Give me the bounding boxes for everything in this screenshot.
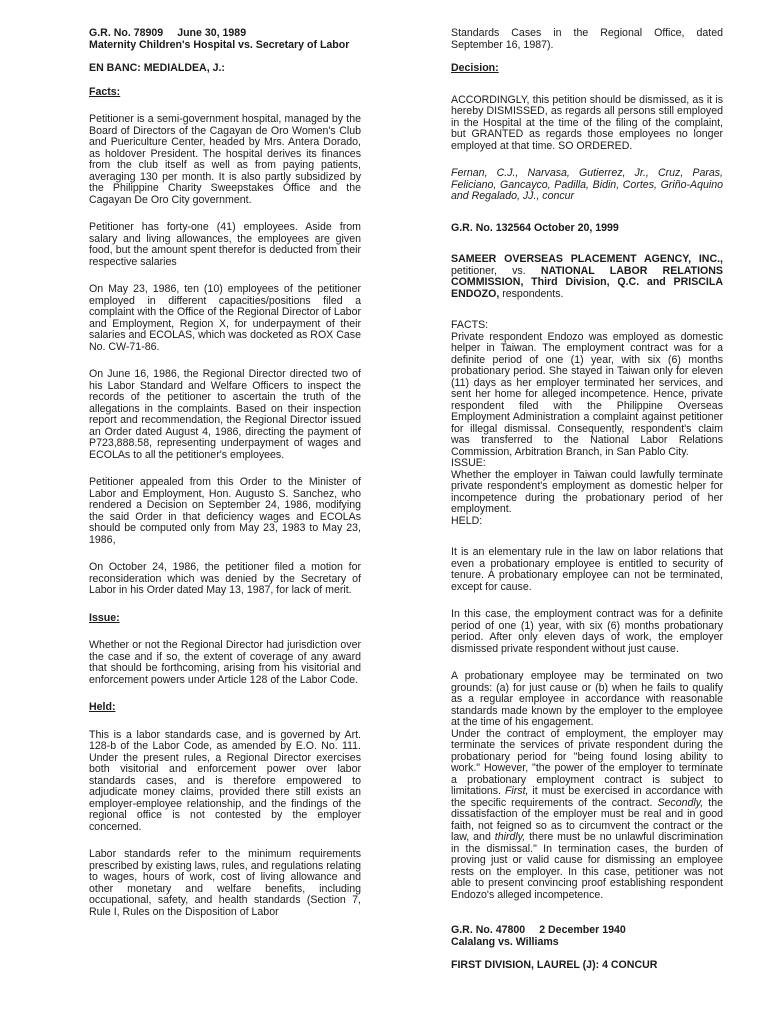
held-p4-part-c: the dissatisfaction of the employer must be real and in good faith, not feigned so as to circumvent the contract or the law, and bbox=[451, 796, 723, 843]
case2-respondent: NATIONAL LABOR RELATIONS COMMISSION, Third Division, Q.C. and PRISCILA ENDOZO, bbox=[451, 264, 723, 300]
held-label: HELD: bbox=[451, 514, 483, 527]
held-p4-second: Secondly, bbox=[657, 796, 704, 809]
held-paragraph-2-continued: Standards Cases in the Regional Office, dated September 16, 1987). bbox=[451, 27, 723, 51]
case3-title bbox=[451, 925, 723, 948]
case3-date: 2 December 1940 bbox=[539, 924, 626, 936]
facts-text: Private respondent Endozo was employed as domestic helper in Taiwan. The employment contract was for a definite period of one (1) year, with six (6) months probationary period. She stayed in Taiwan only for eleven (11) days as her employer terminated her services, and sent her home for alleged incompetence. Hence, private respondent filed with the Philippine Overseas Employment Administration a complaint against petitioner for illegal dismissal. Consequently, respondent's claim was transferred to the National Labor Relations Commission, Arbitration Branch, in San Pablo City. bbox=[451, 330, 723, 458]
case2-respondents-label: respondents. bbox=[499, 287, 564, 300]
facts-label: FACTS: bbox=[451, 319, 489, 331]
facts-paragraph-2: Petitioner has forty-one (41) employees. Aside from salary and living allowances, the employees are given food, but the amount spent therefor is deducted from their respective salaries bbox=[89, 221, 361, 268]
held-right-paragraph-1: It is an elementary rule in the law on labor relations that even a probationary employee is entitled to security of tenure. A probationary employee can not be terminated, except for cause. bbox=[451, 546, 723, 593]
left-column bbox=[89, 28, 361, 934]
issue-paragraph: Whether or not the Regional Director had jurisdiction over the case and if so, the extent of coverage of any award that should be forthcoming, arising from his visitorial and enforcement powers under Article 128 of the Labor Code. bbox=[89, 639, 361, 686]
issue-text: Whether the employer in Taiwan could lawfully terminate private respondent's employment as domestic helper for incompetence during the probationary period of her employment. bbox=[451, 468, 723, 515]
case1-title bbox=[89, 28, 361, 51]
held-right-paragraph-2: In this case, the employment contract was for a definite period of one (1) year, with six (6) months probationary period. After only eleven days of work, the employer dismissed private respondent without just cause. bbox=[451, 608, 723, 655]
concurring-justices: Fernan, C.J., Narvasa, Gutierrez, Jr., Cruz, Paras, Feliciano, Gancayco, Padilla, Bidin, Cortes, Griño-Aquino and Regalado, JJ., concur bbox=[451, 167, 723, 202]
issue-label: ISSUE: bbox=[451, 457, 486, 469]
issue-heading: Issue: bbox=[89, 611, 120, 624]
held-paragraph-2: Labor standards refer to the minimum requirements prescribed by existing laws, rules, and regulations relating to wages, hours of work, cost of living allowance and other monetary and welfare benefits, including occupational, safety, and health standards (Section 7, Rule I, Rules on the Disposition of Labor bbox=[89, 848, 361, 918]
held-p4-part-b: it must be exercised in accordance with the specific requirements of the contract. bbox=[451, 785, 723, 809]
facts-paragraph-3: On May 23, 1986, ten (10) employees of the petitioner employed in different capacities/positions filed a complaint with the Office of the Regional Director of Labor and Employment, Region X, for underpayment of their salaries and ECOLAS, which was docketed as ROX Case No. CW-71-86. bbox=[89, 283, 361, 353]
right-column bbox=[451, 28, 723, 972]
case1-parties: Maternity Children's Hospital vs. Secretary of Labor bbox=[89, 38, 350, 51]
facts-paragraph-1: Petitioner is a semi-government hospital, managed by the Board of Directors of the Cagayan de Oro Women's Club and Puericulture Center, headed by Mrs. Antera Dorado, as holdover President. The hospital derives its finances from the club itself as well as from paying patients, averaging 130 per month. It is also partly subsidized by the Philippine Charity Sweepstakes Office and the Cagayan De Oro City government. bbox=[89, 113, 361, 206]
case2-vs: petitioner, vs. bbox=[451, 264, 541, 277]
facts-paragraph-4: On June 16, 1986, the Regional Director directed two of his Labor Standard and Welfare Officers to inspect the records of the petitioner to ascertain the truth of the allegations in the complaints. Based on their inspection report and recommendation, the Regional Director issued an Order dated August 4, 1986, directing the payment of P723,888.58, representing underpayment of wages and ECOLAs to all the petitioner's employees. bbox=[89, 368, 361, 461]
facts-paragraph-6: On October 24, 1986, the petitioner filed a motion for reconsideration which was denied by the Secretary of Labor in his Order dated May 13, 1987, for lack of merit. bbox=[89, 561, 361, 596]
case1-date: June 30, 1989 bbox=[177, 27, 247, 39]
held-right-paragraph-4 bbox=[451, 729, 723, 902]
case3-parties: Calalang vs. Williams bbox=[451, 935, 559, 948]
facts-paragraph-5: Petitioner appealed from this Order to the Minister of Labor and Employment, Hon. Augusto S. Sanchez, who rendered a Decision on September 24, 1986, modifying the said Order in that deficiency wages and ECOLAs should be computed only from May 23, 1983 to May 23, 1986, bbox=[89, 476, 361, 546]
case2-petitioner: SAMEER OVERSEAS PLACEMENT AGENCY, INC., bbox=[451, 253, 723, 265]
case3-number: G.R. No. 47800 bbox=[451, 924, 526, 936]
case2-header: G.R. No. 132564 October 20, 1999 bbox=[451, 221, 619, 234]
case2-parties bbox=[451, 254, 723, 300]
held-p4-thirdly: thirdly, bbox=[494, 831, 526, 843]
case3-court: FIRST DIVISION, LAUREL (J): 4 CONCUR bbox=[451, 959, 658, 971]
held-p4-part-d: there must be no unlawful discrimination in the dismissal." In termination cases, the burden of proving just or valid cause for dismissing an employee rests on the employer. In this case, petitioner was not able to present convincing proof establishing respondent Endozo's alleged incompetence. bbox=[451, 831, 723, 901]
decision-heading: Decision: bbox=[451, 62, 499, 74]
case1-court: EN BANC: MEDIALDEA, J.: bbox=[89, 62, 225, 74]
decision-paragraph: ACCORDINGLY, this petition should be dismissed, as it is hereby DISMISSED, as regards all persons still employed in the Hospital at the time of the filing of the complaint, but GRANTED as regards those employees no longer employed at that time. SO ORDERED. bbox=[451, 93, 723, 152]
held-paragraph-1: This is a labor standards case, and is governed by Art. 128-b of the Labor Code, as amended by E.O. No. 111. Under the present rules, a Regional Director exercises both visitorial and enforcement power over labor standards cases, and is therefore empowered to adjudicate money claims, provided there still exists an employer-employee relationship, and the findings of the regional office is not contested by the employer concerned. bbox=[89, 728, 361, 833]
held-heading: Held: bbox=[89, 701, 116, 713]
held-p4-part-a: Under the contract of employment, the employer may terminate the services of private respondent during the probationary period for "being found losing ability to work." However, "the power of the employer to terminate a probationary employment contract is subject to limitations. bbox=[451, 727, 723, 797]
facts-heading: Facts: bbox=[89, 85, 121, 98]
held-right-paragraph-3: A probationary employee may be terminated on two grounds: (a) for just cause or (b) when he fails to qualify as a regular employee in accordance with reasonable standards made known by the employer to the employee at the time of his engagement. bbox=[451, 670, 723, 728]
held-p4-first: First, bbox=[504, 785, 529, 797]
case1-number: G.R. No. 78909 bbox=[89, 27, 164, 39]
